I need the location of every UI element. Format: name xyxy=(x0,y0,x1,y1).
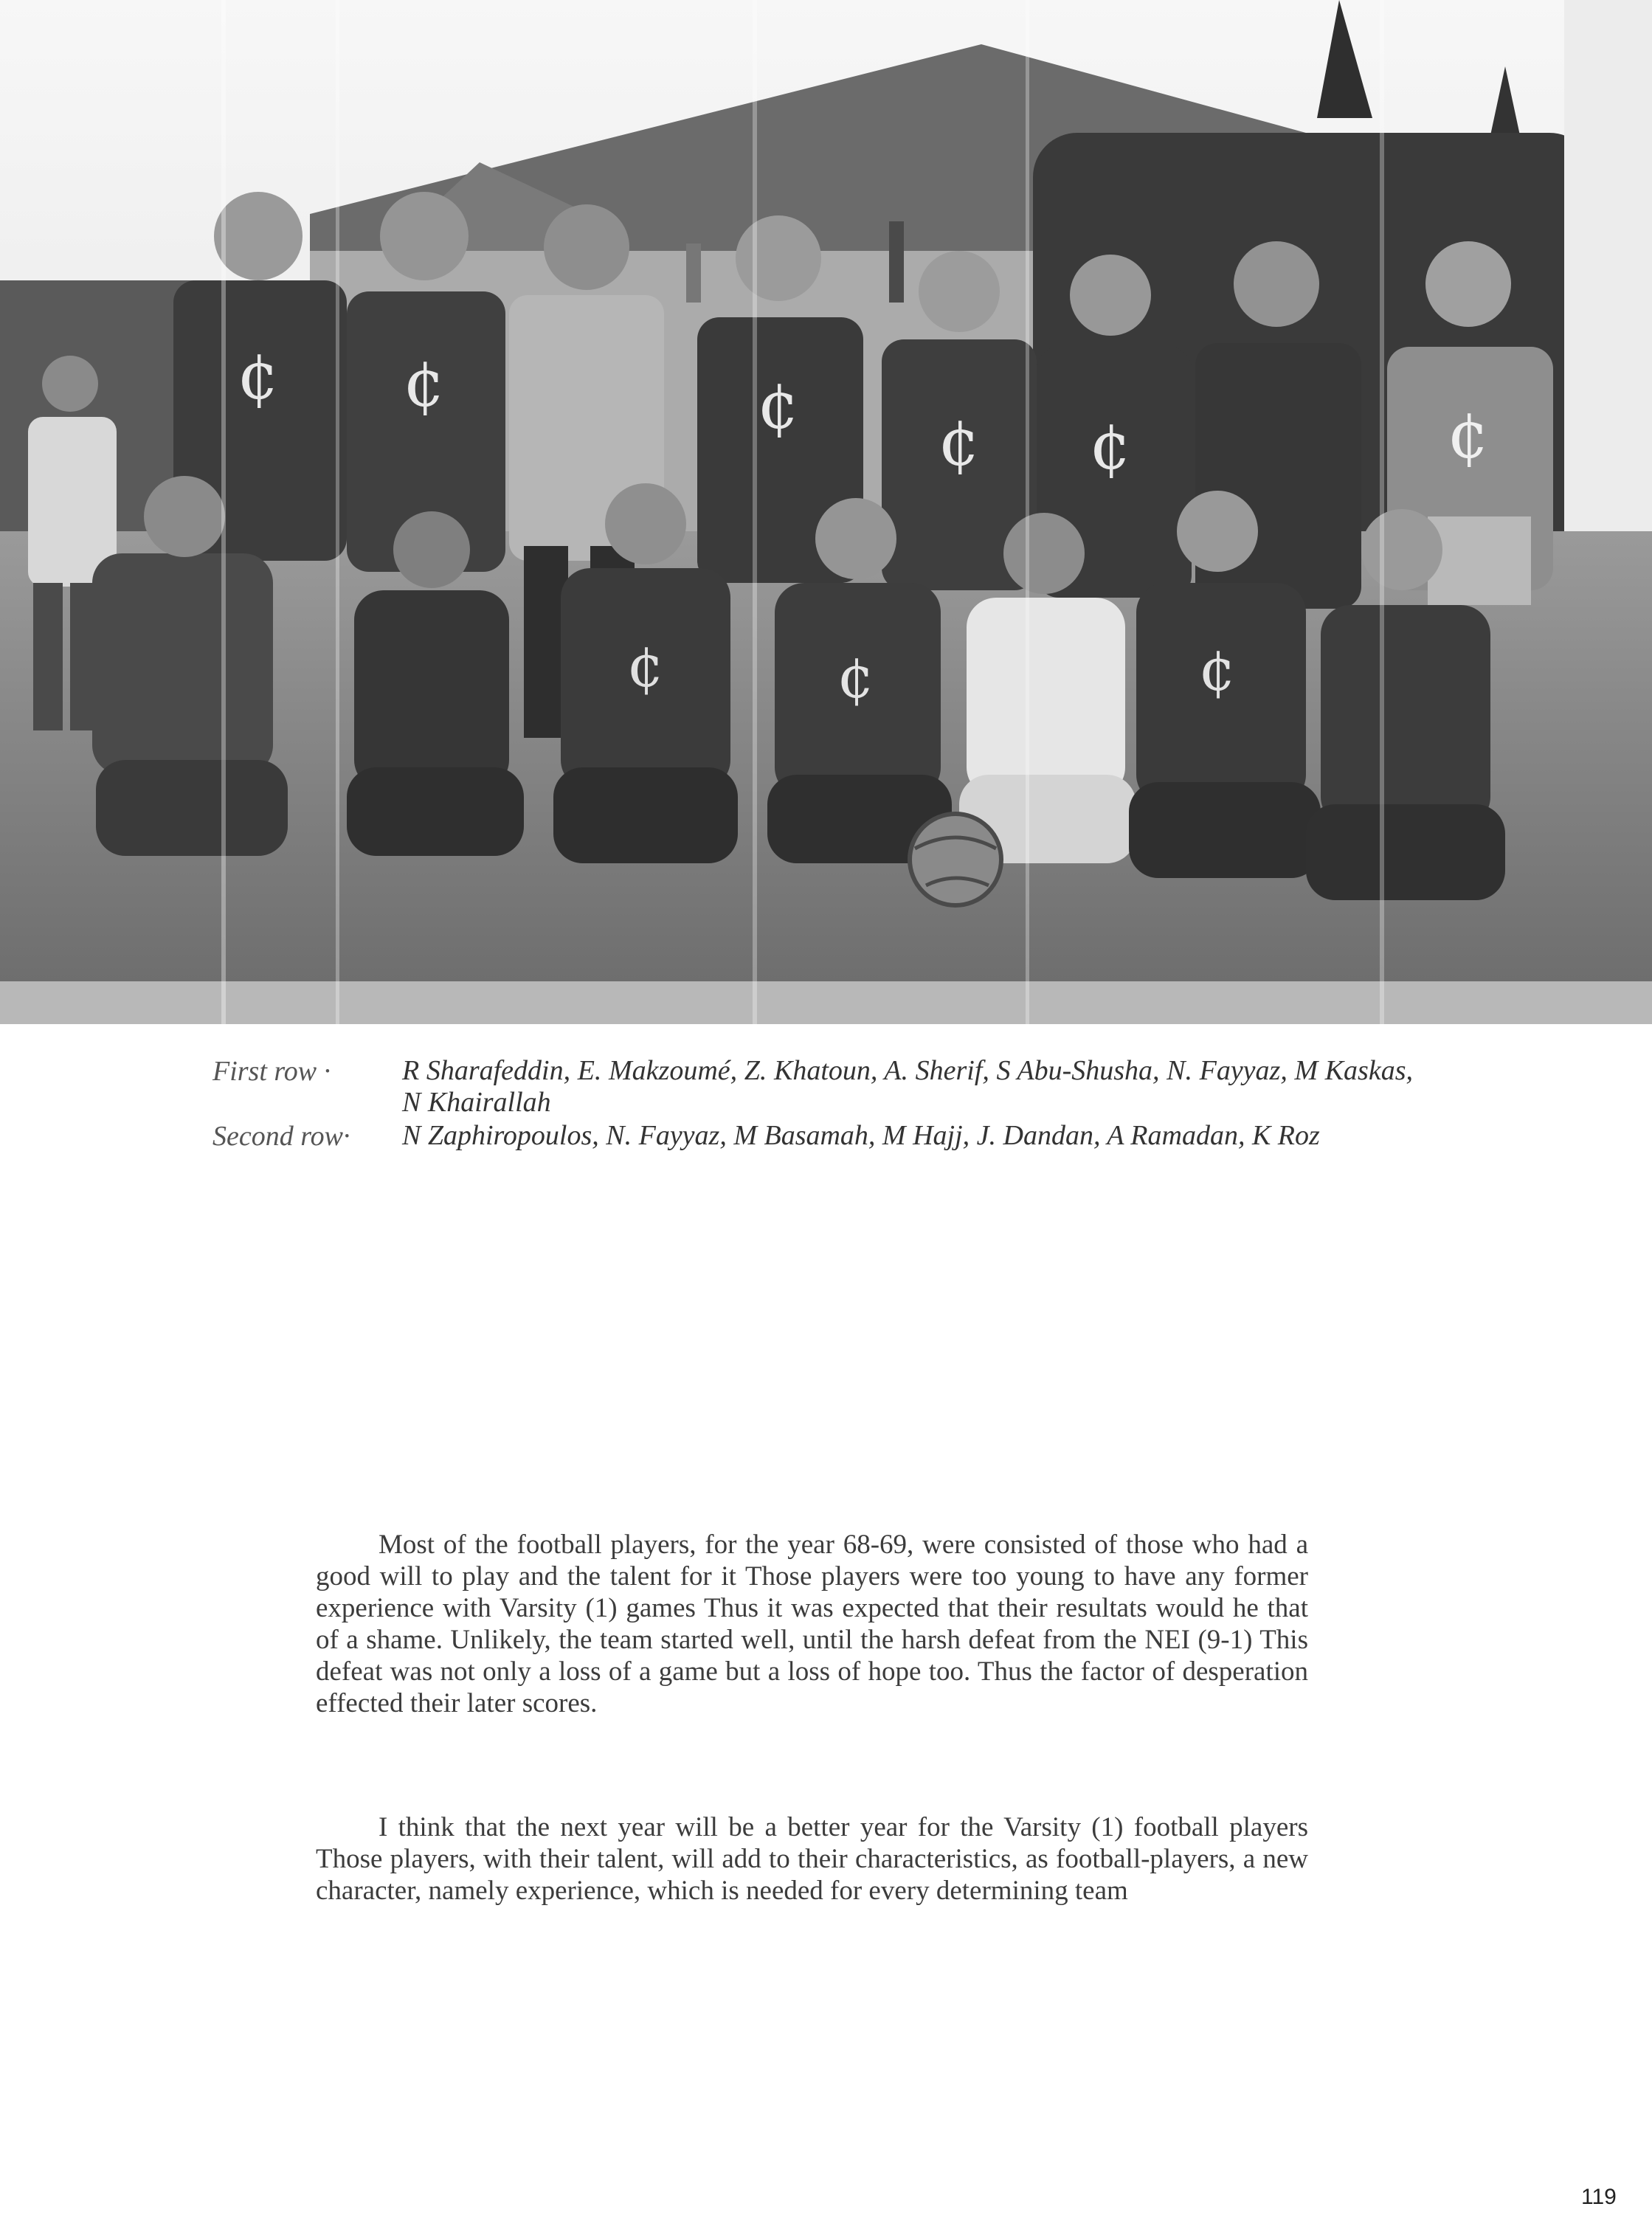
page-number: 119 xyxy=(1581,2185,1617,2209)
scan-streak xyxy=(753,0,757,1024)
scan-streak xyxy=(336,0,339,1024)
scan-streak xyxy=(1380,0,1384,1024)
first-row-names: R Sharafeddin, E. Makzoumé, Z. Khatoun, A. Sherif, S Abu-Shusha, N. Fayyaz, M Kaskas, N Khairallah xyxy=(402,1055,1413,1118)
svg-text:¢: ¢ xyxy=(237,337,280,415)
svg-text:¢: ¢ xyxy=(1089,407,1132,485)
article-paragraph: I think that the next year will be a better year for the Varsity (1) football players Those players, with their talent, will add to their characteristics, as football-players, a new character, namely experience, which is needed for every determining team xyxy=(316,1812,1308,1906)
svg-text:¢: ¢ xyxy=(938,404,981,481)
svg-text:¢: ¢ xyxy=(757,367,800,444)
window xyxy=(889,221,904,303)
svg-text:¢: ¢ xyxy=(403,345,446,422)
article-paragraph: Most of the football players, for the year 68-69, were consisted of those who had a good will to play and the talent for it Those players were too young to have any former experience with Varsity (1) games Thus it was expected that their resultats would he that of a shame. Unlikely, the team started well, until the harsh defeat from the NEI (9-1) This defeat was not only a loss of a game but a loss of hope too. Thus the factor of desperation effected their later scores. xyxy=(316,1530,1308,1718)
scan-streak xyxy=(1026,0,1029,1024)
football xyxy=(910,814,1001,905)
second-row-label: Second row· xyxy=(212,1121,350,1152)
first-row-label: First row · xyxy=(212,1056,331,1087)
svg-text:¢: ¢ xyxy=(837,643,875,711)
svg-text:¢: ¢ xyxy=(1447,396,1490,474)
window xyxy=(686,243,701,303)
scan-streak xyxy=(221,0,226,1024)
svg-text:¢: ¢ xyxy=(626,632,665,700)
svg-text:¢: ¢ xyxy=(1198,635,1237,704)
ground-edge xyxy=(0,981,1652,1024)
second-row-names: N Zaphiropoulos, N. Fayyaz, M Basamah, M Hajj, J. Dandan, A Ramadan, K Roz xyxy=(402,1120,1320,1151)
team-photo xyxy=(0,0,1652,1024)
